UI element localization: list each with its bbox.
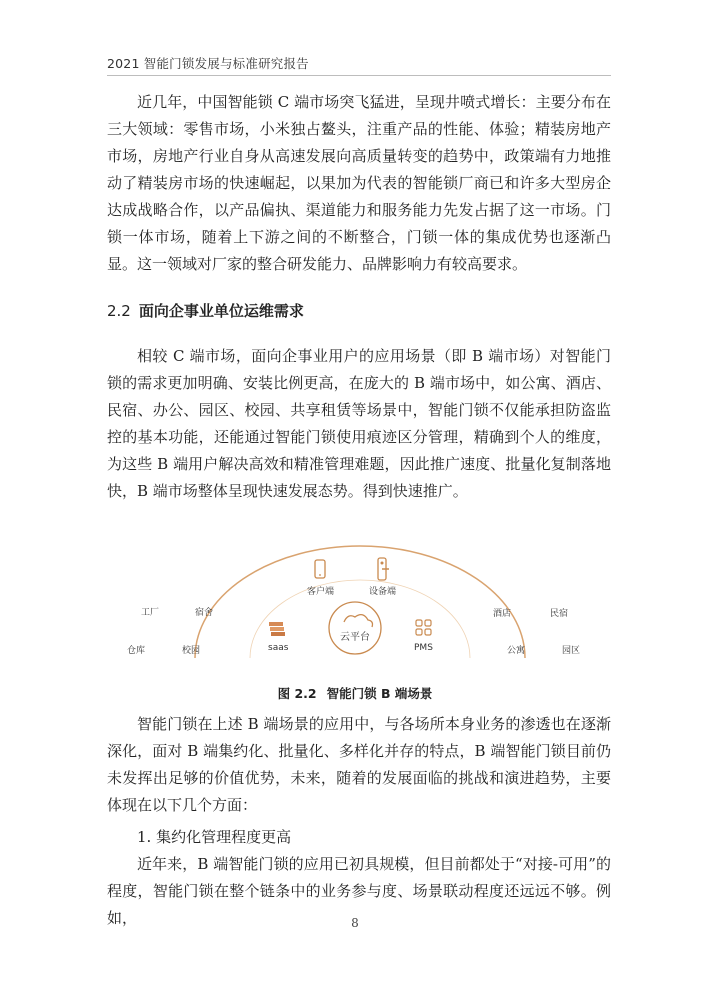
section-heading — [107, 300, 304, 321]
figure-caption-number: 图 2.2 — [277, 686, 317, 701]
label-device-end: 设备端 — [369, 587, 397, 597]
label-apartment: 公寓 — [507, 646, 526, 656]
label-homestay: 民宿 — [550, 609, 569, 619]
figure-caption — [0, 684, 710, 702]
label-cloud-platform: 云平台 — [340, 632, 370, 643]
label-customer-end: 客户端 — [307, 587, 335, 597]
paragraph-consumer-market: 近几年，中国智能锁 C 端市场突飞猛进，呈现井喷式增长：主要分布在三大领域：零售市场，小米独占鳌头，注重产品的性能、体验；精装房地产市场，房地产行业自身从高速发展向高质量转变的趋势中，政策端有力地推动了精装房市场的快速崛起，以果加为代表的智能锁厂商已和许多大型房企达成战略合作，以产品偏执、渠道能力和服务能力先发占据了这一市场。门锁一体市场，随着上下游之间的不断整合，门锁一体的集成优势也逐渐凸显。这一领域对厂家的整合研发能力、品牌影响力有较高要求。 — [107, 93, 611, 273]
label-campus: 校园 — [182, 646, 201, 656]
label-warehouse: 仓库 — [127, 646, 146, 656]
figure-caption-title: 智能门锁 B 端场景 — [326, 686, 433, 701]
list-heading-intensive-management: 1. 集约化管理程度更高 — [137, 828, 292, 846]
paragraph-business-market: 相较 C 端市场，面向企事业用户的应用场景（即 B 端市场）对智能门锁的需求更加明确、安装比例更高，在庞大的 B 端市场中，如公寓、酒店、民宿、办公、园区、校园、共享租赁等场景中，智能门锁不仅能承担防盗监控的基本功能，还能通过智能门锁使用痕迹区分管理，精确到个人的维度，为这些 B 端用户解决高效和精准管理难题，因此推广速度、批量化复制落地快，B 端市场整体呈现快速发展态势。得到快速推广。 — [107, 347, 611, 500]
label-pms: PMS — [414, 643, 433, 653]
paragraph-b-end-trends: 智能门锁在上述 B 端场景的应用中，与各场所本身业务的渗透也在逐渐深化，面对 B 端集约化、批量化、多样化并存的特点，B 端智能门锁目前仍未发挥出足够的价值优势，未来，随着的发展面临的挑战和演进趋势，主要体现在以下几个方面： — [107, 715, 611, 814]
header-rule — [107, 75, 611, 76]
section-number: 2.2 — [107, 302, 131, 320]
label-saas: saas — [268, 643, 289, 653]
figure-arcs — [100, 540, 620, 680]
running-header: 2021 智能门锁发展与标准研究报告 — [107, 56, 309, 71]
paragraph-integration-level: 近年来，B 端智能门锁的应用已初具规模，但目前都处于“对接-可用”的程度，智能门锁在整个链条中的业务参与度、场景联动程度还远远不够。例如， — [107, 855, 611, 927]
page-number: 8 — [351, 916, 359, 930]
label-dormitory: 宿舍 — [195, 608, 214, 618]
label-factory: 工厂 — [141, 608, 160, 618]
label-hotel: 酒店 — [493, 609, 512, 619]
label-park: 园区 — [562, 646, 581, 656]
section-title: 面向企事业单位运维需求 — [138, 302, 304, 320]
figure-b-end-scenarios — [100, 540, 620, 680]
